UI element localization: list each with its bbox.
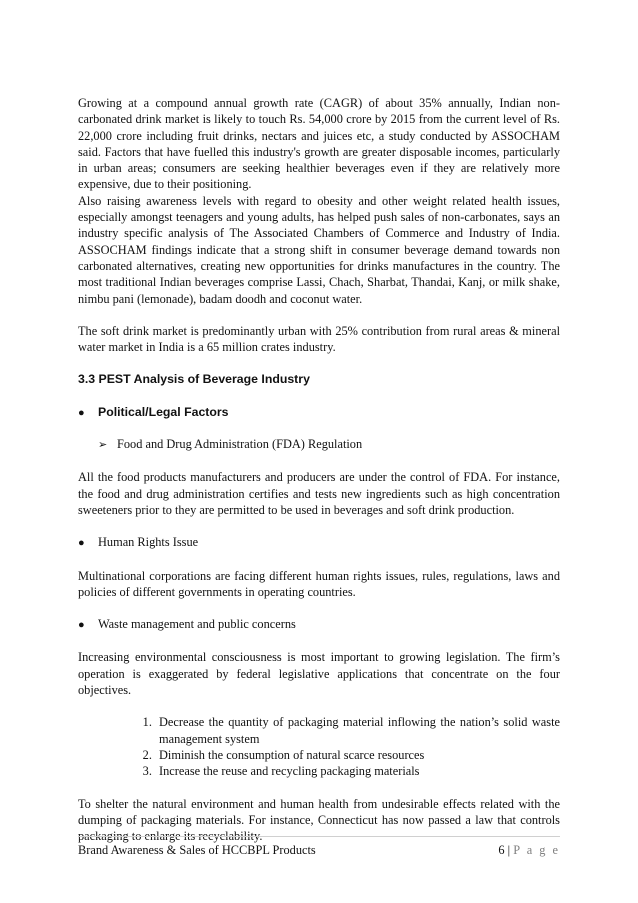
footer-title: Brand Awareness & Sales of HCCBPL Products — [78, 843, 316, 857]
bullet-political-label: Political/Legal Factors — [98, 404, 229, 419]
bullet-human-rights — [78, 534, 560, 551]
paragraph-packaging: To shelter the natural environment and human health from undesirable effects related with the dumping of packaging materials. For instance, Connecticut has now passed a law that controls packaging to enlarge its recyclability. — [78, 796, 560, 844]
list-item: 2. Diminish the consumption of natural scarce resources — [155, 747, 560, 763]
list-item: 1. Decrease the quantity of packaging material inflowing the nation’s solid waste management system — [155, 714, 560, 747]
paragraph-fda: All the food products manufacturers and producers are under the control of FDA. For instance, the food and drug administration certifies and tests new ingredients such as high concentration sweeteners prior to they are permitted to be used in beverages and soft drink production. — [78, 470, 560, 517]
paragraph-soft-drink-market: The soft drink market is predominantly urban with 25% contribution from rural areas & mineral water market in India is a 65 million crates industry. — [78, 323, 560, 355]
bullet-political — [78, 404, 560, 421]
bullet-waste-label: Waste management and public concerns — [98, 617, 296, 632]
page-content — [78, 95, 560, 844]
paragraph-market-growth: Growing at a compound annual growth rate (CAGR) of about 35% annually, Indian non-carbonated drink market is likely to touch Rs. 54,000 crore by 2015 from the current level of Rs. 22,000 crore including fruit drinks, nectars and juices etc, a study conducted by ASSOCHAM said. Factors that have fuelled this industry's growth are greater disposable incomes, particularly in urban areas; consumers are seeking healthier beverages even if they are relatively more expensive, due to their positioning. — [78, 96, 560, 192]
page-word: P a g e — [513, 843, 560, 857]
paragraph-awareness: Also raising awareness levels with regard to obesity and other weight related health issues, especially amongst teenagers and young adults, has helped push sales of non-carbonates, says an industry specific analysis of The Associated Chambers of Commerce and Industry of India. ASSOCHAM findings indicate that a strong shift in consumer beverage demand towards non carbonated alternatives, creating new opportunities for drinks manufactures in the country. The most traditional Indian beverages comprise Lassi, Chach, Sharbat, Thandai, Kanj, or milk shake, nimbu pani (lemonade), badam doodh and coconut water. — [78, 193, 560, 306]
paragraph-environment: Increasing environmental consciousness is most important to growing legislation. The firm’s operation is exaggerated by federal legislative applications that concentrate on the four objectives. — [78, 650, 560, 698]
paragraph-human-rights: Multinational corporations are facing different human rights issues, rules, regulations, laws and policies of different governments in operating countries. — [78, 568, 560, 599]
section-heading: 3.3 PEST Analysis of Beverage Industry — [78, 372, 310, 387]
bullet-waste — [78, 616, 560, 633]
bullet-dot-icon: ● — [78, 619, 85, 632]
bullet-dot-icon: ● — [78, 406, 85, 419]
arrow-bullet-icon: ➢ — [98, 439, 108, 452]
page-footer — [78, 836, 560, 858]
list-item: 3. Increase the reuse and recycling packaging materials — [155, 763, 560, 779]
subbullet-fda — [78, 436, 560, 453]
bullet-human-rights-label: Human Rights Issue — [98, 535, 199, 550]
page-separator: | — [507, 843, 511, 857]
objectives-list — [78, 714, 560, 779]
footer-page-label — [498, 842, 560, 858]
bullet-dot-icon: ● — [78, 537, 85, 550]
subbullet-fda-label: Food and Drug Administration (FDA) Regulation — [117, 437, 363, 452]
page-number: 6 — [498, 843, 505, 857]
